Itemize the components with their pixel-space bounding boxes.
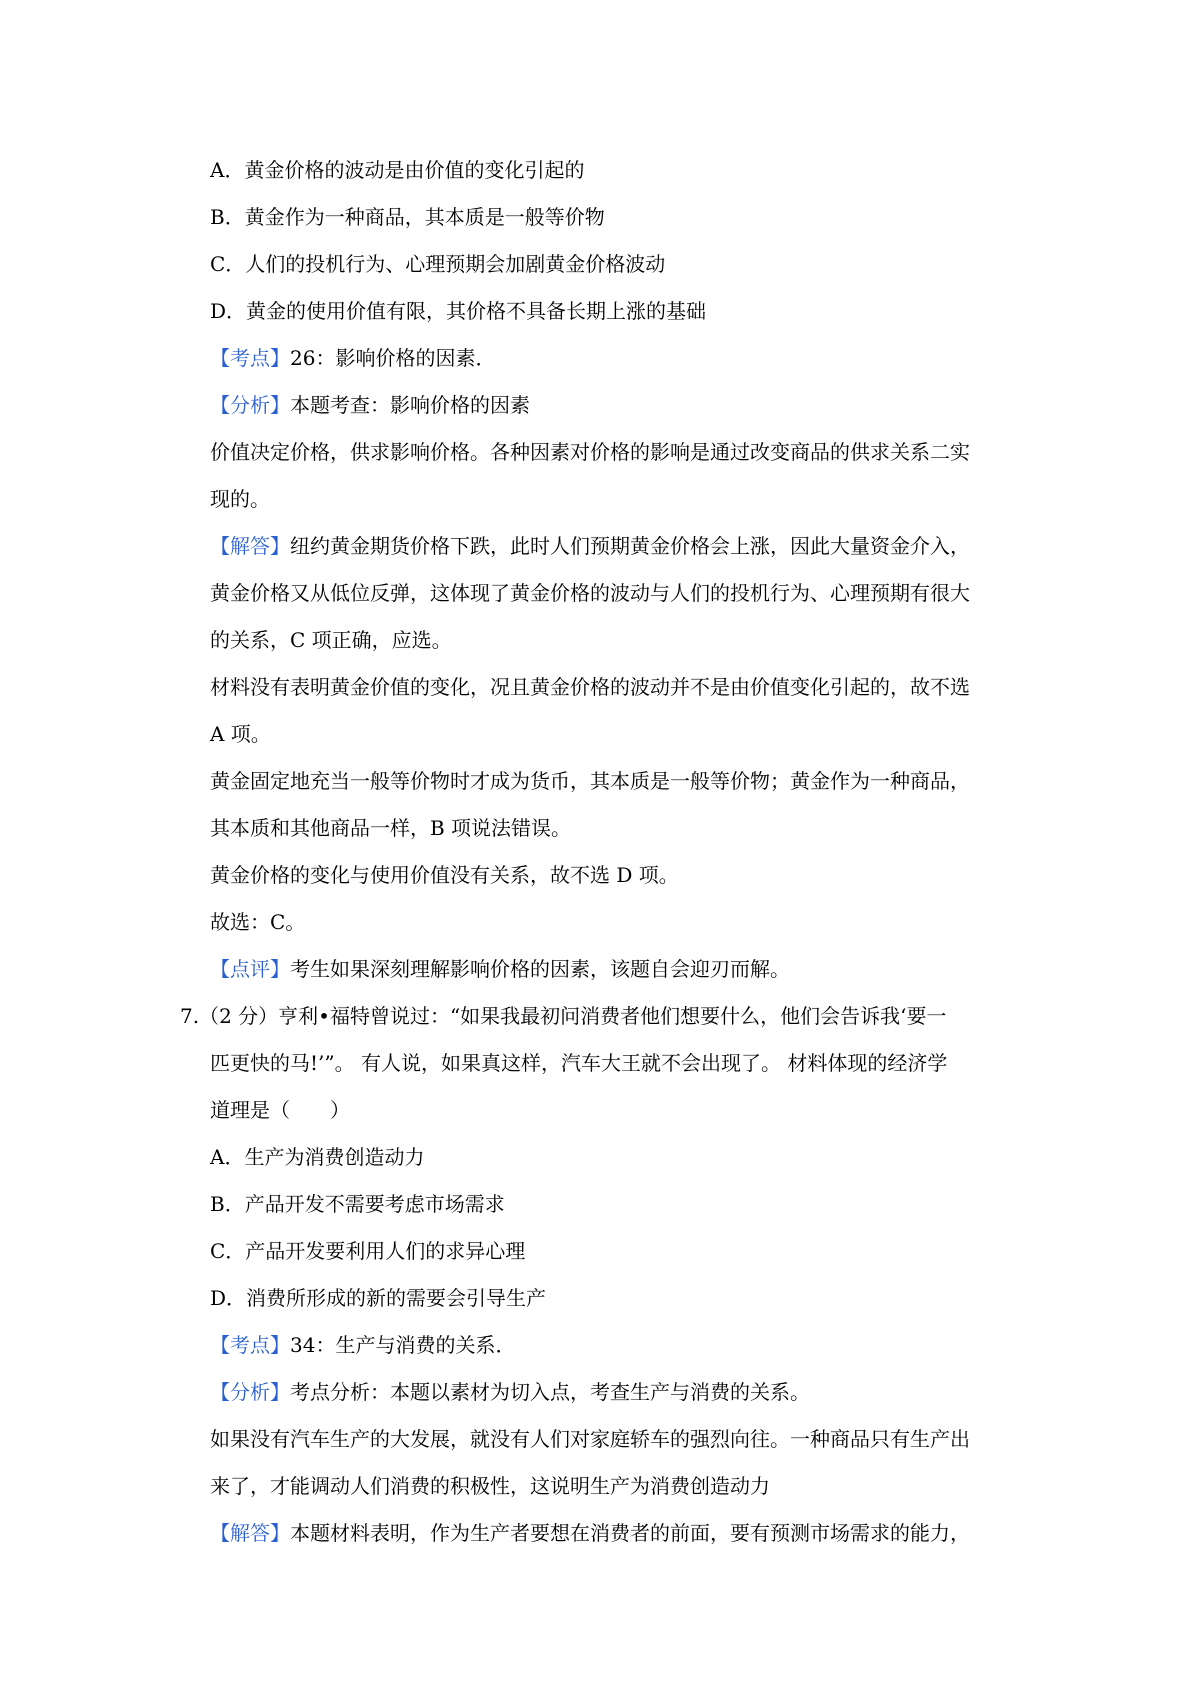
- q6-jieda-body-3: 材料没有表明黄金价值的变化，况且黄金价格的波动并不是由价值变化引起的，故不选: [210, 675, 970, 699]
- q6-jieda-body-1: 黄金价格又从低位反弹，这体现了黄金价格的波动与人们的投机行为、心理预期有很大: [210, 581, 970, 605]
- q6-jieda-text: 纽约黄金期货价格下跌，此时人们预期黄金价格会上涨，因此大量资金介入，: [290, 534, 970, 558]
- q6-jieda-body-6: 其本质和其他商品一样，B 项说法错误。: [210, 816, 572, 840]
- q6-jieda-body-4: A 项。: [210, 722, 271, 746]
- q7-option-b: B．产品开发不需要考虑市场需求: [210, 1192, 505, 1216]
- q6-fenxi-tag: 【分析】: [210, 393, 290, 417]
- q6-jieda-tag: 【解答】: [210, 534, 290, 558]
- q7-kaodian-tag: 【考点】: [210, 1333, 290, 1357]
- q6-jieda-body-5: 黄金固定地充当一般等价物时才成为货币，其本质是一般等价物；黄金作为一种商品，: [210, 769, 970, 793]
- q6-option-c: C．人们的投机行为、心理预期会加剧黄金价格波动: [210, 252, 666, 276]
- q6-dianping: [210, 955, 790, 983]
- q7-fenxi-text: 考点分析：本题以素材为切入点，考查生产与消费的关系。: [290, 1380, 810, 1404]
- q6-jieda-body-7: 黄金价格的变化与使用价值没有关系，故不选 D 项。: [210, 863, 679, 887]
- q7-fenxi-body-1: 如果没有汽车生产的大发展，就没有人们对家庭轿车的强烈向往。一种商品只有生产出: [210, 1427, 970, 1451]
- q7-kaodian-text: 34：生产与消费的关系．: [290, 1333, 516, 1357]
- q7-fenxi-body-2: 来了，才能调动人们消费的积极性，这说明生产为消费创造动力: [210, 1474, 770, 1498]
- q6-dianping-text: 考生如果深刻理解影响价格的因素，该题自会迎刃而解。: [290, 957, 790, 981]
- q6-option-b: B．黄金作为一种商品，其本质是一般等价物: [210, 205, 605, 229]
- q7-jieda: [210, 1519, 970, 1547]
- q6-option-d: D．黄金的使用价值有限，其价格不具备长期上涨的基础: [210, 299, 707, 323]
- q6-dianping-tag: 【点评】: [210, 957, 290, 981]
- q7-fenxi-tag: 【分析】: [210, 1380, 290, 1404]
- q7-stem-1: 7.（2 分）亨利•福特曾说过：“如果我最初问消费者他们想要什么，他们会告诉我‘要一: [180, 1004, 947, 1028]
- q7-kaodian: [210, 1331, 515, 1359]
- q6-kaodian-tag: 【考点】: [210, 346, 290, 370]
- q6-jieda-body-8: 故选：C。: [210, 910, 306, 934]
- q7-jieda-tag: 【解答】: [210, 1521, 290, 1545]
- q6-kaodian: [210, 344, 495, 372]
- q7-option-a: A．生产为消费创造动力: [210, 1145, 425, 1169]
- q7-jieda-text: 本题材料表明，作为生产者要想在消费者的前面，要有预测市场需求的能力，: [290, 1521, 970, 1545]
- q6-fenxi-body-1: 价值决定价格，供求影响价格。各种因素对价格的影响是通过改变商品的供求关系二实: [210, 440, 970, 464]
- q6-jieda: [210, 532, 970, 560]
- q7-fenxi: [210, 1378, 810, 1406]
- q7-stem-3: 道理是（ ）: [210, 1098, 350, 1122]
- q6-option-a: A．黄金价格的波动是由价值的变化引起的: [210, 158, 585, 182]
- q6-kaodian-text: 26：影响价格的因素．: [290, 346, 496, 370]
- q7-stem-2: 匹更快的马!’”。 有人说，如果真这样，汽车大王就不会出现了。 材料体现的经济学: [210, 1051, 948, 1075]
- q6-fenxi: [210, 391, 530, 419]
- q6-jieda-body-2: 的关系，C 项正确，应选。: [210, 628, 452, 652]
- q7-option-c: C．产品开发要利用人们的求异心理: [210, 1239, 526, 1263]
- q6-fenxi-body-2: 现的。: [210, 487, 270, 511]
- q6-fenxi-text: 本题考查：影响价格的因素: [290, 393, 530, 417]
- q7-option-d: D．消费所形成的新的需要会引导生产: [210, 1286, 547, 1310]
